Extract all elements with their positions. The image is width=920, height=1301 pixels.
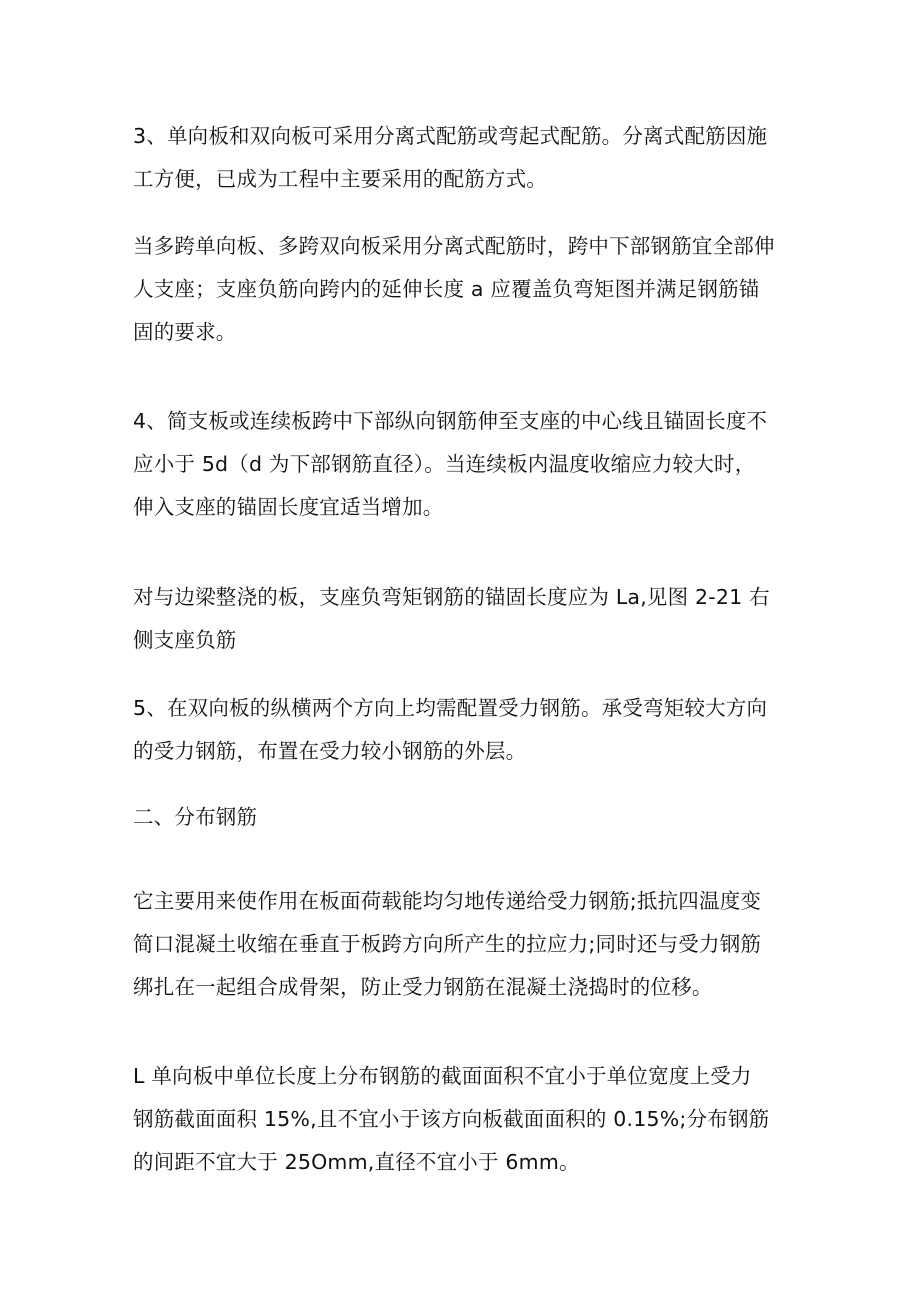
text-line: 它主要用来使作用在板面荷载能均匀地传递给受力钢筋;抵抗四温度变 xyxy=(133,889,762,913)
text-line: 二、分布钢筋 xyxy=(133,805,258,829)
text-line: 5、在双向板的纵横两个方向上均需配置受力钢筋。承受弯矩较大方向 xyxy=(133,696,768,720)
text-line: 绑扎在一起组合成骨架，防止受力钢筋在混凝土浇捣时的位移。 xyxy=(133,975,713,999)
paragraph-split-reinforcement xyxy=(133,115,795,201)
text-line: 4、简支板或连续板跨中下部纵向钢筋伸至支座的中心线且锚固长度不 xyxy=(133,409,768,433)
paragraph-distribution-purpose xyxy=(133,880,795,1009)
text-line: 伸入支座的锚固长度宜适当增加。 xyxy=(133,495,444,519)
text-line: 3、单向板和双向板可采用分离式配筋或弯起式配筋。分离式配筋因施 xyxy=(133,124,768,148)
paragraph-edge-beam xyxy=(133,576,795,662)
text-line: 人支座；支座负筋向跨内的延伸长度 a 应覆盖负弯矩图并满足钢筋锚 xyxy=(133,277,760,301)
text-line: 侧支座负筋 xyxy=(133,628,237,652)
paragraph-two-way-slab xyxy=(133,687,795,773)
text-line: 的间距不宜大于 25Omm,直径不宜小于 6mm。 xyxy=(133,1150,580,1174)
text-line: 工方便，已成为工程中主要采用的配筋方式。 xyxy=(133,167,547,191)
text-line: 应小于 5d（d 为下部钢筋直径）。当连续板内温度收缩应力较大时， xyxy=(133,452,756,476)
paragraph-anchorage-length xyxy=(133,400,795,529)
text-line: 对与边梁整浇的板，支座负弯矩钢筋的锚固长度应为 La,见图 2-21 右 xyxy=(133,585,770,609)
text-line: 固的要求。 xyxy=(133,320,237,344)
paragraph-distribution-requirements xyxy=(133,1055,795,1184)
section-heading-distribution-reinforcement xyxy=(133,796,795,839)
text-line: 简口混凝土收缩在垂直于板跨方向所产生的拉应力;同时还与受力钢筋 xyxy=(133,932,762,956)
text-line: L 单向板中单位长度上分布钢筋的截面面积不宜小于单位宽度上受力 xyxy=(133,1064,752,1088)
paragraph-multi-span-slabs xyxy=(133,225,795,354)
text-line: 当多跨单向板、多跨双向板采用分离式配筋时，跨中下部钢筋宜全部伸 xyxy=(133,234,775,258)
text-line: 的受力钢筋，布置在受力较小钢筋的外层。 xyxy=(133,739,527,763)
text-line: 钢筋截面面积 15%,且不宜小于该方向板截面面积的 0.15%;分布钢筋 xyxy=(133,1107,770,1131)
